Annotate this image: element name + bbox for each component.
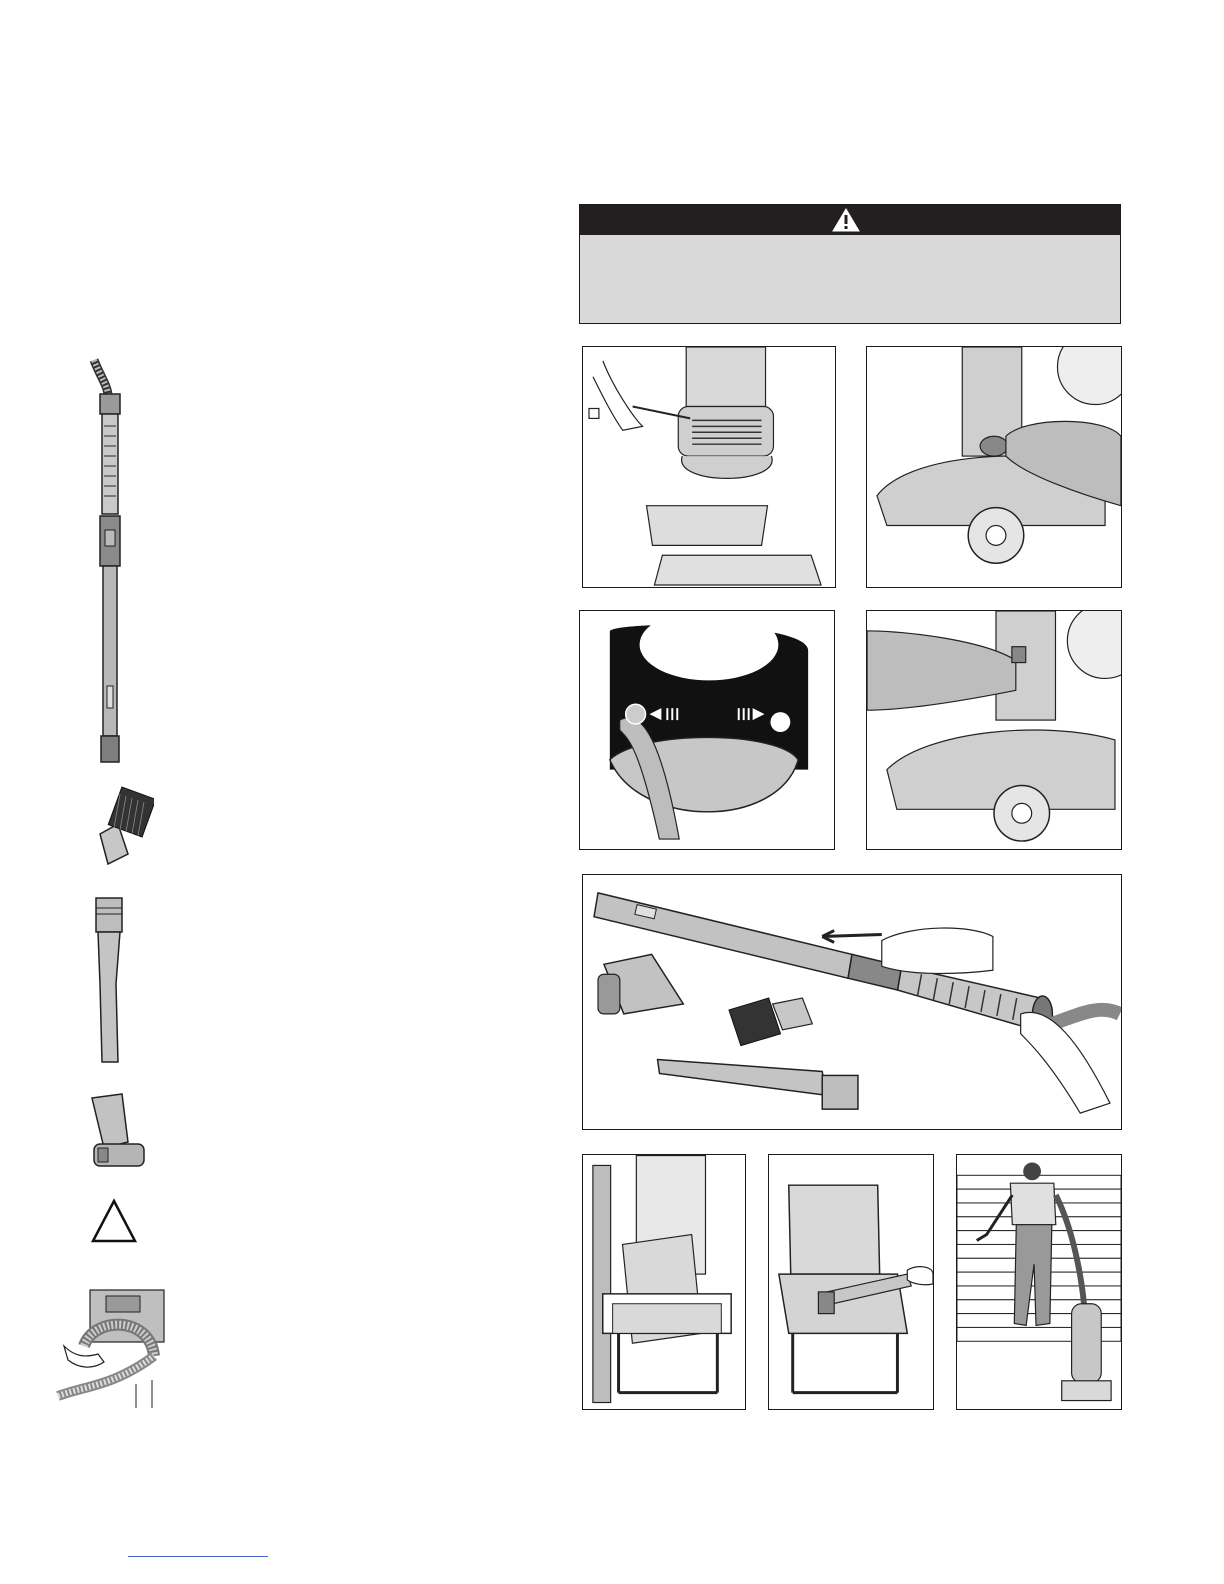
handle-release-pedal-figure xyxy=(866,346,1122,588)
upholstery-tool-icon xyxy=(88,1092,148,1174)
hose-storage-icon xyxy=(54,1286,168,1408)
hose-door-figure xyxy=(579,610,835,850)
chair-crevice-figure xyxy=(768,1154,934,1410)
stairs-cleaning-figure xyxy=(956,1154,1122,1410)
caution-triangle-icon xyxy=(90,1198,138,1244)
crevice-tool-icon xyxy=(90,894,130,1066)
warning-header xyxy=(580,205,1120,235)
chair-underside-figure xyxy=(582,1154,746,1410)
wand-attachment-figure xyxy=(582,874,1122,1130)
footer-link-underline xyxy=(128,1556,268,1557)
dusting-brush-icon xyxy=(94,784,154,868)
warning-box xyxy=(579,204,1121,324)
warning-body xyxy=(580,235,1120,255)
extension-wand-icon xyxy=(86,356,136,766)
cord-wrap-figure xyxy=(582,346,836,588)
pedal-release-figure xyxy=(866,610,1122,850)
warning-triangle-icon xyxy=(831,207,861,233)
